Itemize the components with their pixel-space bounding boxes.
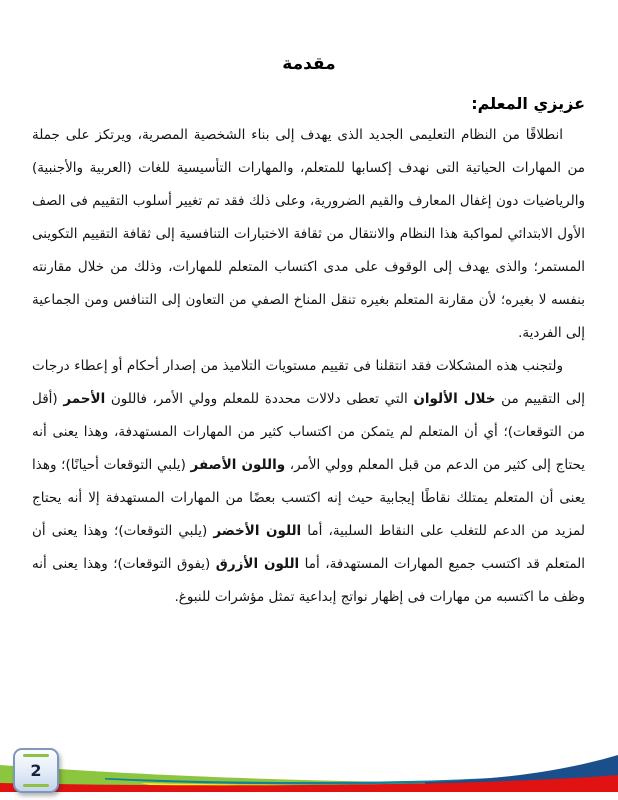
text-segment: ولتجنب هذه المشكلات فقد انتقلنا فى تقييم مستويات التلاميذ من إصدار أحكام أو إعطاء درجات إلى التقييم من — [32, 358, 585, 407]
paragraph-1 — [32, 119, 585, 350]
text-segment-bold-blue: اللون الأزرق — [215, 556, 300, 572]
page-number: 2 — [30, 760, 42, 780]
badge-bottom-line — [23, 784, 49, 787]
greeting-heading: عزيزي المعلم: — [471, 94, 585, 113]
text-segment: (يلبي التوقعات أحيانًا)؛ وهذا يعنى أن المتعلم يمتلك نقاطًا إيجابية حيث إنه اكتسب بعضًا من المهارات المستهدفة إلا أنه يحتاج لمزيد من الدعم للتغلب على النقاط السلبية، أما — [32, 457, 585, 539]
text-segment: (أقل من التوقعات)؛ أي أن المتعلم لم يتمكن من اكتساب كثير من المهارات المستهدفة، وهذا يعنى أنه يحتاج إلى كثير من الدعم من قبل المعلم وولي الأمر، — [32, 391, 585, 473]
page-title: مقدمة — [282, 54, 336, 74]
text-segment-bold-colors: خلال الألوان — [413, 391, 496, 407]
badge-top-line — [23, 754, 49, 757]
text-segment: انطلاقًا من النظام التعليمى الجديد الذى يهدف إلى بناء الشخصية المصرية، ويرتكز على جملة من المهارات الحياتية التى نهدف إكسابها للمتعلم، والمهارات التأسيسية للغات (العربية والأجنبية) والرياضيات دون إغفال المعارف والقيم الضرورية، وعلى ذلك فقد تم تغيير أسلوب التقييم فى الصف الأول الابتدائي لمواكبة هذا النظام والانتقال من ثقافة الاختبارات التنافسية إلى ثقافة التقييم التكوينى المستمر؛ والذى يهدف إلى الوقوف على مدى اكتساب المتعلم للمهارات، وذلك من خلال مقارنته بنفسه لا بغيره؛ لأن مقارنة المتعلم بغيره تنقل المناخ الصفي من التعاون إلى التنافس ومن الجماعية إلى الفردية. — [32, 127, 585, 341]
page-number-badge — [13, 748, 59, 793]
footer-wave-decoration — [0, 738, 618, 800]
text-segment: (يلبي التوقعات)؛ وهذا يعنى أن المتعلم قد اكتسب جميع المهارات المستهدفة، أما — [32, 523, 586, 572]
text-segment-bold-yellow: واللون الأصفر — [190, 457, 286, 473]
text-segment-bold-red: الأحمر — [63, 391, 106, 407]
text-segment: (يفوق التوقعات)؛ وهذا يعنى أنه وظف ما اكتسبه من مهارات فى إظهار نواتج إبداعية تمثل مؤشرات للنبوغ. — [32, 556, 585, 605]
text-segment-bold-green: اللون الأخضر — [213, 523, 302, 539]
body-text — [32, 119, 585, 614]
text-segment: التي تعطى دلالات محددة للمعلم وولي الأمر، فاللون — [105, 391, 414, 407]
paragraph-2 — [32, 350, 585, 614]
